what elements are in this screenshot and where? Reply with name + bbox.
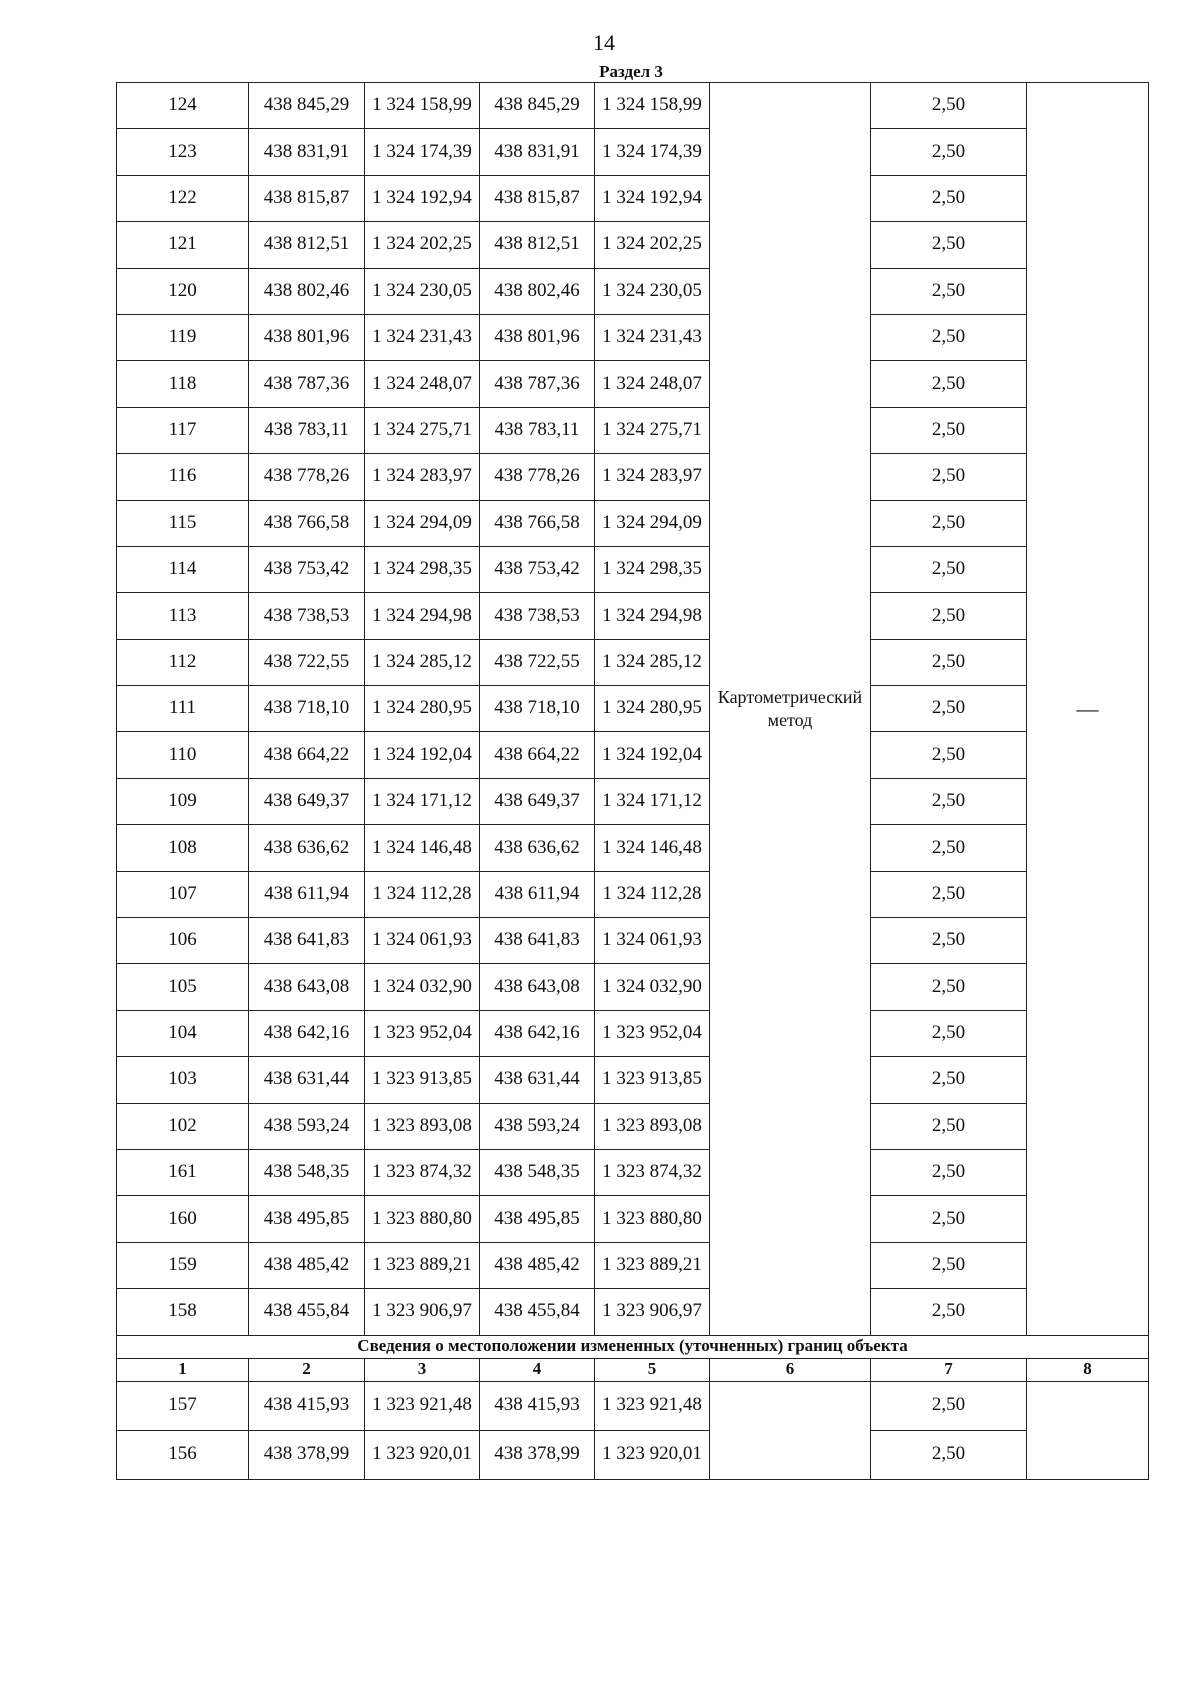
y-new-cell: 1 324 275,71 [595, 407, 710, 453]
table-row [117, 964, 1149, 1010]
point-number-cell: 158 [117, 1289, 249, 1335]
accuracy-cell: 2,50 [871, 639, 1027, 685]
y-old-cell: 1 324 171,12 [365, 778, 480, 824]
y-new-cell: 1 324 285,12 [595, 639, 710, 685]
y-new-cell: 1 324 231,43 [595, 314, 710, 360]
y-new-cell: 1 324 112,28 [595, 871, 710, 917]
x-new-cell: 438 802,46 [480, 268, 595, 314]
y-old-cell: 1 323 893,08 [365, 1103, 480, 1149]
table-row [117, 129, 1149, 175]
accuracy-cell: 2,50 [871, 83, 1027, 129]
x-old-cell: 438 815,87 [249, 175, 365, 221]
y-new-cell: 1 324 158,99 [595, 83, 710, 129]
x-new-cell: 438 378,99 [480, 1430, 595, 1479]
table-row [117, 1381, 1149, 1430]
column-number-cell: 8 [1027, 1358, 1149, 1381]
accuracy-cell: 2,50 [871, 454, 1027, 500]
y-new-cell: 1 324 280,95 [595, 686, 710, 732]
y-new-cell: 1 323 913,85 [595, 1057, 710, 1103]
point-number-cell: 116 [117, 454, 249, 500]
x-old-cell: 438 664,22 [249, 732, 365, 778]
y-new-cell: 1 324 202,25 [595, 222, 710, 268]
x-new-cell: 438 631,44 [480, 1057, 595, 1103]
table-row [117, 918, 1149, 964]
accuracy-cell: 2,50 [871, 546, 1027, 592]
column-number-cell: 4 [480, 1358, 595, 1381]
x-new-cell: 438 787,36 [480, 361, 595, 407]
x-old-cell: 438 455,84 [249, 1289, 365, 1335]
y-old-cell: 1 323 906,97 [365, 1289, 480, 1335]
point-number-cell: 106 [117, 918, 249, 964]
table-row [117, 1010, 1149, 1056]
point-number-cell: 120 [117, 268, 249, 314]
table-row [117, 686, 1149, 732]
y-new-cell: 1 324 298,35 [595, 546, 710, 592]
y-old-cell: 1 324 032,90 [365, 964, 480, 1010]
y-new-cell: 1 324 294,09 [595, 500, 710, 546]
accuracy-cell: 2,50 [871, 871, 1027, 917]
y-old-cell: 1 323 880,80 [365, 1196, 480, 1242]
table-row [117, 361, 1149, 407]
table-row [117, 1289, 1149, 1335]
point-number-cell: 102 [117, 1103, 249, 1149]
point-number-cell: 112 [117, 639, 249, 685]
x-old-cell: 438 495,85 [249, 1196, 365, 1242]
point-number-cell: 105 [117, 964, 249, 1010]
accuracy-cell: 2,50 [871, 732, 1027, 778]
x-new-cell: 438 642,16 [480, 1010, 595, 1056]
point-number-cell: 119 [117, 314, 249, 360]
point-number-cell: 114 [117, 546, 249, 592]
accuracy-cell: 2,50 [871, 407, 1027, 453]
y-new-cell: 1 324 283,97 [595, 454, 710, 500]
column-number-cell: 1 [117, 1358, 249, 1381]
y-new-cell: 1 324 032,90 [595, 964, 710, 1010]
x-old-cell: 438 718,10 [249, 686, 365, 732]
y-old-cell: 1 324 202,25 [365, 222, 480, 268]
accuracy-cell: 2,50 [871, 1057, 1027, 1103]
y-old-cell: 1 324 230,05 [365, 268, 480, 314]
x-old-cell: 438 642,16 [249, 1010, 365, 1056]
table-row [117, 268, 1149, 314]
y-new-cell: 1 324 294,98 [595, 593, 710, 639]
y-old-cell: 1 324 294,98 [365, 593, 480, 639]
x-old-cell: 438 802,46 [249, 268, 365, 314]
y-old-cell: 1 324 158,99 [365, 83, 480, 129]
note-cell-empty [1027, 1381, 1149, 1479]
coordinates-table [116, 82, 1149, 1480]
y-new-cell: 1 324 192,94 [595, 175, 710, 221]
table-row [117, 1430, 1149, 1479]
table-row [117, 454, 1149, 500]
table-row [117, 222, 1149, 268]
y-new-cell: 1 324 192,04 [595, 732, 710, 778]
point-number-cell: 157 [117, 1381, 249, 1430]
y-old-cell: 1 324 231,43 [365, 314, 480, 360]
accuracy-cell: 2,50 [871, 222, 1027, 268]
point-number-cell: 109 [117, 778, 249, 824]
y-old-cell: 1 323 874,32 [365, 1149, 480, 1195]
x-new-cell: 438 593,24 [480, 1103, 595, 1149]
y-new-cell: 1 323 920,01 [595, 1430, 710, 1479]
y-new-cell: 1 323 880,80 [595, 1196, 710, 1242]
point-number-cell: 104 [117, 1010, 249, 1056]
table-row [117, 825, 1149, 871]
point-number-cell: 108 [117, 825, 249, 871]
table-row [117, 500, 1149, 546]
x-old-cell: 438 548,35 [249, 1149, 365, 1195]
point-number-cell: 123 [117, 129, 249, 175]
accuracy-cell: 2,50 [871, 1289, 1027, 1335]
y-old-cell: 1 324 285,12 [365, 639, 480, 685]
x-new-cell: 438 649,37 [480, 778, 595, 824]
x-old-cell: 438 485,42 [249, 1242, 365, 1288]
y-new-cell: 1 324 061,93 [595, 918, 710, 964]
x-new-cell: 438 664,22 [480, 732, 595, 778]
x-new-cell: 438 641,83 [480, 918, 595, 964]
x-old-cell: 438 593,24 [249, 1103, 365, 1149]
table-row [117, 778, 1149, 824]
table-row [117, 1242, 1149, 1288]
y-old-cell: 1 324 061,93 [365, 918, 480, 964]
accuracy-cell: 2,50 [871, 1430, 1027, 1479]
x-old-cell: 438 766,58 [249, 500, 365, 546]
y-old-cell: 1 323 952,04 [365, 1010, 480, 1056]
point-number-cell: 159 [117, 1242, 249, 1288]
method-cell-empty [710, 1381, 871, 1479]
y-old-cell: 1 324 174,39 [365, 129, 480, 175]
point-number-cell: 107 [117, 871, 249, 917]
x-old-cell: 438 378,99 [249, 1430, 365, 1479]
column-number-cell: 5 [595, 1358, 710, 1381]
point-number-cell: 156 [117, 1430, 249, 1479]
x-new-cell: 438 722,55 [480, 639, 595, 685]
x-old-cell: 438 831,91 [249, 129, 365, 175]
table-row [117, 1149, 1149, 1195]
y-old-cell: 1 324 248,07 [365, 361, 480, 407]
x-new-cell: 438 548,35 [480, 1149, 595, 1195]
y-old-cell: 1 323 921,48 [365, 1381, 480, 1430]
table-row [117, 1057, 1149, 1103]
y-old-cell: 1 324 294,09 [365, 500, 480, 546]
accuracy-cell: 2,50 [871, 1381, 1027, 1430]
table-row [117, 546, 1149, 592]
column-number-cell: 2 [249, 1358, 365, 1381]
x-old-cell: 438 636,62 [249, 825, 365, 871]
accuracy-cell: 2,50 [871, 918, 1027, 964]
y-old-cell: 1 324 298,35 [365, 546, 480, 592]
y-new-cell: 1 324 146,48 [595, 825, 710, 871]
x-old-cell: 438 722,55 [249, 639, 365, 685]
x-new-cell: 438 812,51 [480, 222, 595, 268]
x-new-cell: 438 415,93 [480, 1381, 595, 1430]
point-number-cell: 124 [117, 83, 249, 129]
x-new-cell: 438 778,26 [480, 454, 595, 500]
y-new-cell: 1 323 952,04 [595, 1010, 710, 1056]
table-row [117, 639, 1149, 685]
x-new-cell: 438 485,42 [480, 1242, 595, 1288]
column-number-cell: 7 [871, 1358, 1027, 1381]
x-new-cell: 438 766,58 [480, 500, 595, 546]
section-title: Раздел 3 [599, 62, 663, 81]
accuracy-cell: 2,50 [871, 500, 1027, 546]
x-new-cell: 438 815,87 [480, 175, 595, 221]
x-new-cell: 438 455,84 [480, 1289, 595, 1335]
table-row [117, 175, 1149, 221]
x-old-cell: 438 415,93 [249, 1381, 365, 1430]
x-old-cell: 438 641,83 [249, 918, 365, 964]
page-number: 14 [593, 30, 615, 55]
y-new-cell: 1 323 906,97 [595, 1289, 710, 1335]
table-row [117, 593, 1149, 639]
x-new-cell: 438 643,08 [480, 964, 595, 1010]
accuracy-cell: 2,50 [871, 1242, 1027, 1288]
x-old-cell: 438 812,51 [249, 222, 365, 268]
point-number-cell: 110 [117, 732, 249, 778]
y-new-cell: 1 324 171,12 [595, 778, 710, 824]
y-new-cell: 1 323 889,21 [595, 1242, 710, 1288]
point-number-cell: 103 [117, 1057, 249, 1103]
x-new-cell: 438 753,42 [480, 546, 595, 592]
y-old-cell: 1 323 913,85 [365, 1057, 480, 1103]
note-dash-cell: — [1027, 83, 1149, 1336]
x-old-cell: 438 778,26 [249, 454, 365, 500]
table-row [117, 407, 1149, 453]
column-numbers-row [117, 1358, 1149, 1381]
y-new-cell: 1 324 248,07 [595, 361, 710, 407]
y-old-cell: 1 324 283,97 [365, 454, 480, 500]
accuracy-cell: 2,50 [871, 1010, 1027, 1056]
table-row [117, 871, 1149, 917]
table-row [117, 314, 1149, 360]
x-old-cell: 438 787,36 [249, 361, 365, 407]
x-old-cell: 438 783,11 [249, 407, 365, 453]
accuracy-cell: 2,50 [871, 129, 1027, 175]
y-new-cell: 1 323 874,32 [595, 1149, 710, 1195]
point-number-cell: 160 [117, 1196, 249, 1242]
table-row [117, 732, 1149, 778]
y-new-cell: 1 324 230,05 [595, 268, 710, 314]
x-old-cell: 438 801,96 [249, 314, 365, 360]
accuracy-cell: 2,50 [871, 964, 1027, 1010]
method-cell: Картометрический метод [710, 83, 871, 1336]
x-new-cell: 438 845,29 [480, 83, 595, 129]
x-new-cell: 438 718,10 [480, 686, 595, 732]
y-old-cell: 1 324 280,95 [365, 686, 480, 732]
accuracy-cell: 2,50 [871, 1103, 1027, 1149]
column-number-cell: 6 [710, 1358, 871, 1381]
point-number-cell: 117 [117, 407, 249, 453]
table-row [117, 83, 1149, 129]
accuracy-cell: 2,50 [871, 1149, 1027, 1195]
y-old-cell: 1 324 192,04 [365, 732, 480, 778]
point-number-cell: 113 [117, 593, 249, 639]
table-row [117, 1196, 1149, 1242]
x-new-cell: 438 783,11 [480, 407, 595, 453]
y-new-cell: 1 324 174,39 [595, 129, 710, 175]
y-old-cell: 1 324 112,28 [365, 871, 480, 917]
accuracy-cell: 2,50 [871, 778, 1027, 824]
x-new-cell: 438 495,85 [480, 1196, 595, 1242]
x-new-cell: 438 738,53 [480, 593, 595, 639]
column-number-cell: 3 [365, 1358, 480, 1381]
point-number-cell: 122 [117, 175, 249, 221]
accuracy-cell: 2,50 [871, 361, 1027, 407]
x-old-cell: 438 845,29 [249, 83, 365, 129]
accuracy-cell: 2,50 [871, 314, 1027, 360]
accuracy-cell: 2,50 [871, 1196, 1027, 1242]
x-new-cell: 438 611,94 [480, 871, 595, 917]
point-number-cell: 121 [117, 222, 249, 268]
accuracy-cell: 2,50 [871, 268, 1027, 314]
y-old-cell: 1 324 192,94 [365, 175, 480, 221]
y-old-cell: 1 323 920,01 [365, 1430, 480, 1479]
subsection-title: Сведения о местоположении измененных (уточненных) границ объекта [117, 1335, 1149, 1358]
x-old-cell: 438 738,53 [249, 593, 365, 639]
x-new-cell: 438 801,96 [480, 314, 595, 360]
x-new-cell: 438 831,91 [480, 129, 595, 175]
x-old-cell: 438 611,94 [249, 871, 365, 917]
point-number-cell: 161 [117, 1149, 249, 1195]
y-new-cell: 1 323 921,48 [595, 1381, 710, 1430]
point-number-cell: 118 [117, 361, 249, 407]
accuracy-cell: 2,50 [871, 686, 1027, 732]
x-old-cell: 438 643,08 [249, 964, 365, 1010]
x-old-cell: 438 649,37 [249, 778, 365, 824]
x-new-cell: 438 636,62 [480, 825, 595, 871]
point-number-cell: 111 [117, 686, 249, 732]
point-number-cell: 115 [117, 500, 249, 546]
table-row [117, 1103, 1149, 1149]
accuracy-cell: 2,50 [871, 825, 1027, 871]
subsection-heading-row [117, 1335, 1149, 1358]
y-old-cell: 1 324 146,48 [365, 825, 480, 871]
y-new-cell: 1 323 893,08 [595, 1103, 710, 1149]
accuracy-cell: 2,50 [871, 175, 1027, 221]
y-old-cell: 1 324 275,71 [365, 407, 480, 453]
accuracy-cell: 2,50 [871, 593, 1027, 639]
x-old-cell: 438 631,44 [249, 1057, 365, 1103]
x-old-cell: 438 753,42 [249, 546, 365, 592]
y-old-cell: 1 323 889,21 [365, 1242, 480, 1288]
